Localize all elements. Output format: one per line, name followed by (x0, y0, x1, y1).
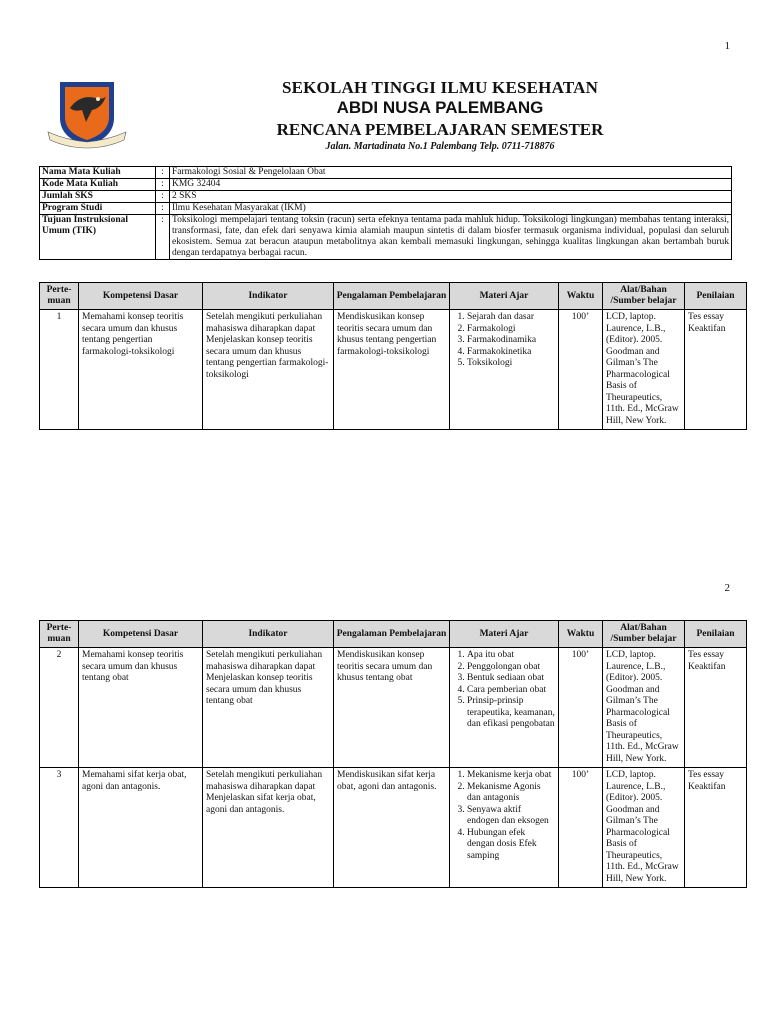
info-label: Jumlah SKS (40, 191, 156, 203)
info-row (40, 203, 732, 215)
info-label: Tujuan Instruksional Umum (TIK) (40, 215, 156, 260)
header-line-1: SEKOLAH TINGGI ILMU KESEHATAN (281, 78, 599, 97)
col-header-penilaian: Penilaian (685, 283, 747, 310)
info-row (40, 179, 732, 191)
page-number: 2 (724, 582, 730, 594)
info-sep: : (156, 191, 170, 203)
page-2 (0, 560, 768, 1024)
header-line-3: RENCANA PEMBELAJARAN SEMESTER (276, 120, 604, 139)
materi-item: 1. Mekanisme kerja obat (467, 770, 555, 782)
institution-logo (46, 78, 128, 150)
info-row (40, 167, 732, 179)
table-row (40, 768, 747, 888)
col-header-pengalaman: Pengalaman Pembelajaran (334, 283, 450, 310)
info-sep: : (156, 179, 170, 191)
cell-materi (450, 310, 559, 430)
header-address: Jalan. Martadinata No.1 Palembang Telp. 0711-718876 (325, 141, 555, 152)
materi-item: 4. Hubungan efek dengan dosis Efek samping (467, 828, 555, 863)
col-header-waktu: Waktu (559, 283, 603, 310)
cell-pengalaman: Mendiskusikan konsep teoritis secara umum dan khusus tentang pengertian farmakologi-toksikologi (334, 310, 450, 430)
info-label: Program Studi (40, 203, 156, 215)
materi-list (453, 770, 555, 862)
cell-materi (450, 648, 559, 768)
cell-kompetensi: Memahami konsep teoritis secara umum dan khusus tentang pengertian farmakologi-toksikologi (79, 310, 203, 430)
cell-penilaian: Tes essay Keaktifan (685, 768, 747, 888)
table-header-row (40, 283, 747, 310)
cell-indikator: Setelah mengikuti perkuliahan mahasiswa diharapkan dapat Menjelaskan konsep teoritis secara umum dan khusus tentang pengertian farmakologi-toksikologi (203, 310, 334, 430)
page-number: 1 (724, 40, 730, 52)
materi-item: 2. Penggolongan obat (467, 662, 555, 674)
col-header-pengalaman: Pengalaman Pembelajaran (334, 621, 450, 648)
cell-indikator: Setelah mengikuti perkuliahan mahasiswa diharapkan dapat Menjelaskan sifat kerja obat, agoni dan antagonis. (203, 768, 334, 888)
table-header-row (40, 621, 747, 648)
info-value: Farmakologi Sosial & Pengelolaan Obat (170, 167, 732, 179)
cell-pengalaman: Mendiskusikan sifat kerja obat, agoni dan antagonis. (334, 768, 450, 888)
col-header-materi: Materi Ajar (450, 621, 559, 648)
course-info-table (39, 166, 732, 260)
col-header-meeting: Perte-muan (40, 283, 79, 310)
info-value: 2 SKS (170, 191, 732, 203)
col-header-meeting: Perte-muan (40, 621, 79, 648)
cell-alat: LCD, laptop. Laurence, L.B., (Editor). 2005. Goodman and Gilman’s The Pharmacological Basis of Theurapeutics, 11th. Ed., McGraw Hill, New York. (603, 648, 685, 768)
col-header-kompetensi: Kompetensi Dasar (79, 621, 203, 648)
cell-kompetensi: Memahami konsep teoritis secara umum dan khusus tentang obat (79, 648, 203, 768)
col-header-materi: Materi Ajar (450, 283, 559, 310)
info-value: KMG 32404 (170, 179, 732, 191)
col-header-indikator: Indikator (203, 621, 334, 648)
materi-list (453, 312, 555, 370)
col-header-alat: Alat/Bahan /Sumber belajar (603, 621, 685, 648)
cell-alat: LCD, laptop. Laurence, L.B., (Editor). 2005. Goodman and Gilman’s The Pharmacological Basis of Theurapeutics, 11th. Ed., McGraw Hill, New York. (603, 310, 685, 430)
cell-penilaian: Tes essay Keaktifan (685, 310, 747, 430)
cell-meeting: 1 (40, 310, 79, 430)
col-header-alat: Alat/Bahan /Sumber belajar (603, 283, 685, 310)
materi-list (453, 650, 555, 731)
info-label: Kode Mata Kuliah (40, 179, 156, 191)
info-row (40, 191, 732, 203)
materi-item: 1. Sejarah dan dasar (467, 312, 555, 324)
lesson-plan-table (39, 620, 747, 888)
cell-meeting: 3 (40, 768, 79, 888)
header-line-2: ABDI NUSA PALEMBANG (336, 98, 544, 117)
col-header-waktu: Waktu (559, 621, 603, 648)
cell-waktu: 100’ (559, 310, 603, 430)
materi-item: 3. Bentuk sediaan obat (467, 673, 555, 685)
materi-item: 3. Farmakodinamika (467, 335, 555, 347)
info-sep: : (156, 203, 170, 215)
table-row (40, 648, 747, 768)
lesson-plan-table (39, 282, 747, 430)
materi-item: 2. Farmakologi (467, 324, 555, 336)
info-value: Ilmu Kesehatan Masyarakat (IKM) (170, 203, 732, 215)
cell-alat: LCD, laptop. Laurence, L.B., (Editor). 2005. Goodman and Gilman’s The Pharmacological Basis of Theurapeutics, 11th. Ed., McGraw Hill, New York. (603, 768, 685, 888)
cell-kompetensi: Memahami sifat kerja obat, agoni dan antagonis. (79, 768, 203, 888)
materi-item: 1. Apa itu obat (467, 650, 555, 662)
materi-item: 3. Senyawa aktif endogen dan eksogen (467, 805, 555, 828)
cell-waktu: 100’ (559, 768, 603, 888)
info-row (40, 215, 732, 260)
col-header-penilaian: Penilaian (685, 621, 747, 648)
cell-materi (450, 768, 559, 888)
materi-item: 4. Cara pemberian obat (467, 685, 555, 697)
info-label: Nama Mata Kuliah (40, 167, 156, 179)
cell-indikator: Setelah mengikuti perkuliahan mahasiswa diharapkan dapat Menjelaskan konsep teoritis secara umum dan khusus tentang obat (203, 648, 334, 768)
table-row (40, 310, 747, 430)
materi-item: 5. Toksikologi (467, 358, 555, 370)
col-header-kompetensi: Kompetensi Dasar (79, 283, 203, 310)
materi-item: 5. Prinsip-prinsip terapeutika, keamanan, dan efikasi pengobatan (467, 696, 555, 731)
cell-pengalaman: Mendiskusikan konsep teoritis secara umum dan khusus tentang obat (334, 648, 450, 768)
cell-waktu: 100’ (559, 648, 603, 768)
info-value: Toksikologi mempelajari tentang toksin (racun) serta efeknya tentama pada mahluk hidup. Toksikologi lingkungan) membahas tentang interaksi, transformasi, fate, dan efek dari senyawa kimia alamiah maupun sintetis di dalam biosfer termasuk organisma individual, populasi dan seluruh ekosistem. Semua zat beracun ataupun metabolitnya akan kembali memasuki lingkungan, sehingga kualitas lingkungan akan bertambah buruk dengan terdapatnya berbagai racun. (170, 215, 732, 260)
info-sep: : (156, 215, 170, 260)
cell-meeting: 2 (40, 648, 79, 768)
col-header-indikator: Indikator (203, 283, 334, 310)
materi-item: 2. Mekanisme Agonis dan antagonis (467, 782, 555, 805)
cell-penilaian: Tes essay Keaktifan (685, 648, 747, 768)
info-sep: : (156, 167, 170, 179)
materi-item: 4. Farmakokinetika (467, 347, 555, 359)
